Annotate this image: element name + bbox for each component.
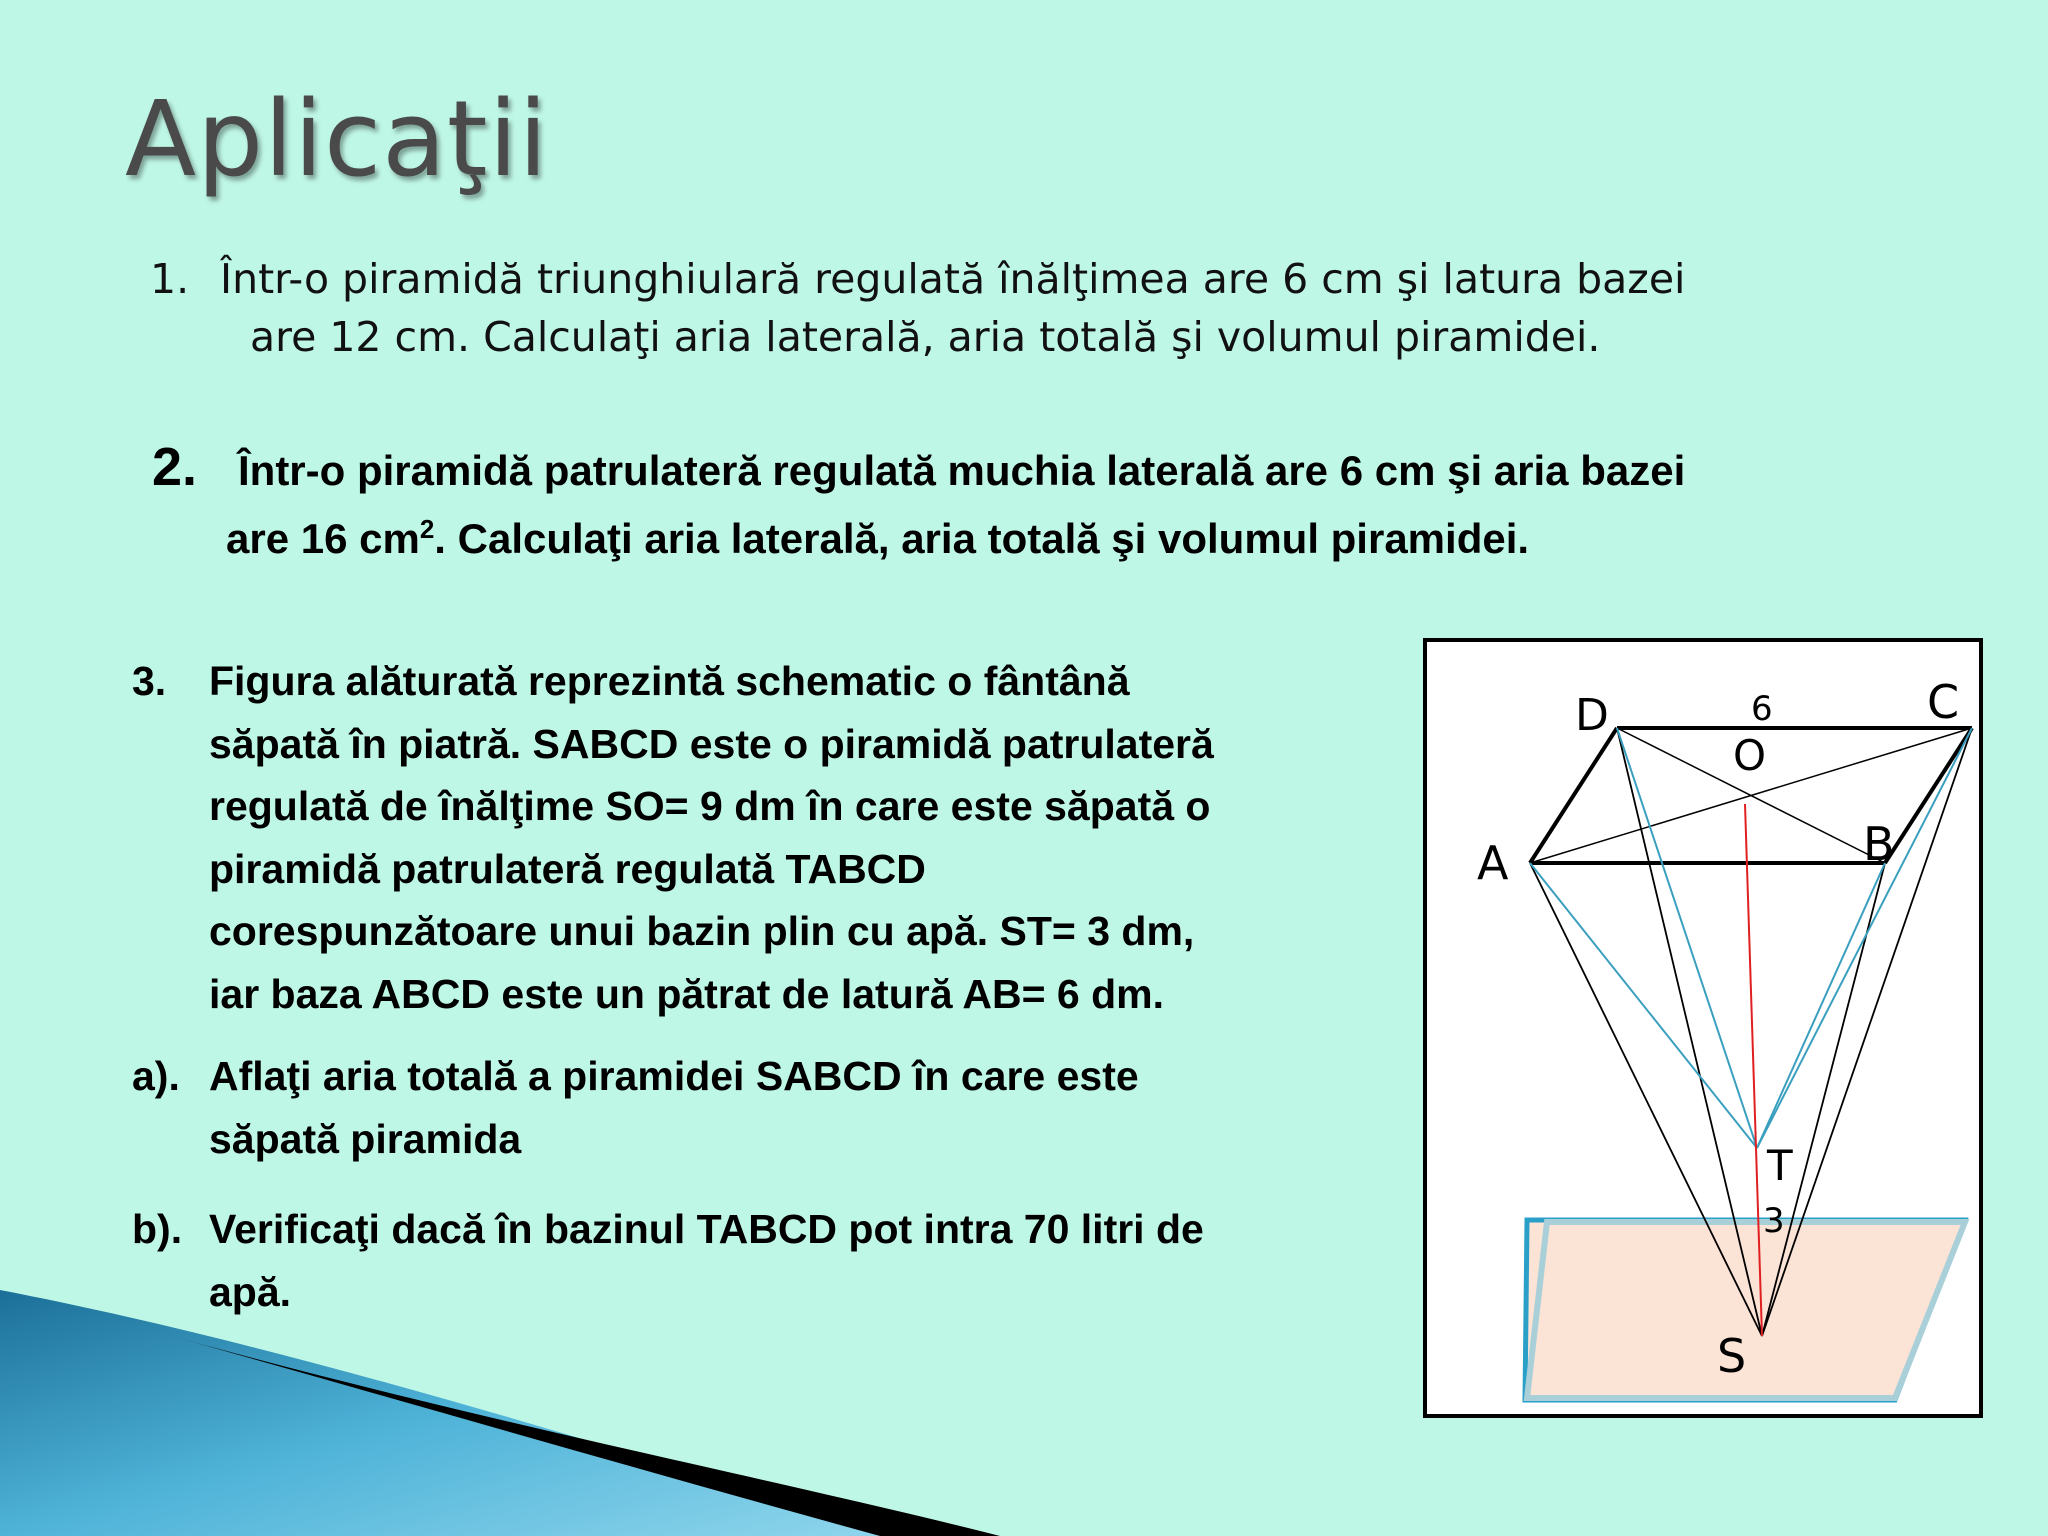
problem-3-line: iar baza ABCD este un pătrat de latură AB= 6 dm. bbox=[209, 970, 1165, 1017]
label-C: C bbox=[1927, 675, 1960, 729]
problem-2-line-2-start: are 16 cm bbox=[226, 515, 420, 562]
label-edge-DC: 6 bbox=[1751, 689, 1773, 729]
problem-2-line-2 bbox=[152, 500, 1685, 568]
problem-1-number: 1. bbox=[150, 255, 190, 303]
problem-3-question-a bbox=[132, 1045, 1422, 1170]
question-a-line: săpată piramida bbox=[209, 1115, 522, 1162]
label-O: O bbox=[1733, 731, 1767, 780]
label-edge-ST: 3 bbox=[1763, 1201, 1785, 1241]
problem-2-line-1: Într-o piramidă patrulateră regulată muchia laterală are 6 cm şi aria bazei bbox=[238, 447, 1686, 494]
problem-3-line: piramidă patrulateră regulată TABCD bbox=[209, 845, 926, 892]
problem-3-line: Figura alăturată reprezintă schematic o fântână bbox=[209, 658, 1130, 704]
edge-TB bbox=[1757, 863, 1885, 1148]
problem-1-line-2: are 12 cm. Calculaţi aria laterală, aria totală şi volumul piramidei. bbox=[250, 313, 1601, 361]
problem-2-number: 2. bbox=[152, 437, 198, 497]
problem-3-number: 3. bbox=[132, 658, 167, 704]
pyramid-diagram bbox=[1427, 642, 1987, 1422]
label-D: D bbox=[1575, 690, 1609, 741]
question-b-label: b). bbox=[132, 1206, 183, 1252]
superscript-2: 2 bbox=[419, 514, 435, 544]
label-S: S bbox=[1717, 1329, 1747, 1383]
question-b-line: apă. bbox=[209, 1268, 292, 1315]
problem-3 bbox=[132, 650, 1422, 1323]
question-a-label: a). bbox=[132, 1053, 180, 1099]
problem-3-line: corespunzătoare unui bazin plin cu apă. ST= 3 dm, bbox=[209, 908, 1195, 954]
slide-title: Aplicaţii bbox=[125, 78, 549, 200]
problem-1-line-1: Într-o piramidă triunghiulară regulată înălţimea are 6 cm şi latura bazei bbox=[220, 255, 1686, 303]
problem-3-line: regulată de înălţime SO= 9 dm în care este săpată o bbox=[209, 783, 1211, 829]
label-T: T bbox=[1767, 1141, 1793, 1190]
question-a-line: Aflaţi aria totală a piramidei SABCD în care este bbox=[209, 1053, 1139, 1099]
label-A: A bbox=[1477, 836, 1509, 890]
label-B: B bbox=[1863, 817, 1895, 871]
edge-BC bbox=[1885, 728, 1972, 863]
pyramid-figure bbox=[1423, 638, 1983, 1418]
problem-3-line: săpată în piatră. SABCD este o piramidă patrulateră bbox=[209, 720, 1214, 767]
problem-3-statement bbox=[132, 650, 1422, 1025]
problem-2-line-2-end: . Calculaţi aria laterală, aria totală şi volumul piramidei. bbox=[434, 515, 1530, 562]
problem-2 bbox=[152, 438, 1685, 568]
problem-1 bbox=[150, 250, 1685, 366]
edge-TA bbox=[1530, 863, 1757, 1148]
edge-AD bbox=[1530, 728, 1617, 863]
decorative-swoosh bbox=[0, 1280, 1100, 1536]
question-b-line: Verificaţi dacă în bazinul TABCD pot intra 70 litri de bbox=[209, 1206, 1204, 1252]
edge-TC bbox=[1757, 728, 1972, 1148]
